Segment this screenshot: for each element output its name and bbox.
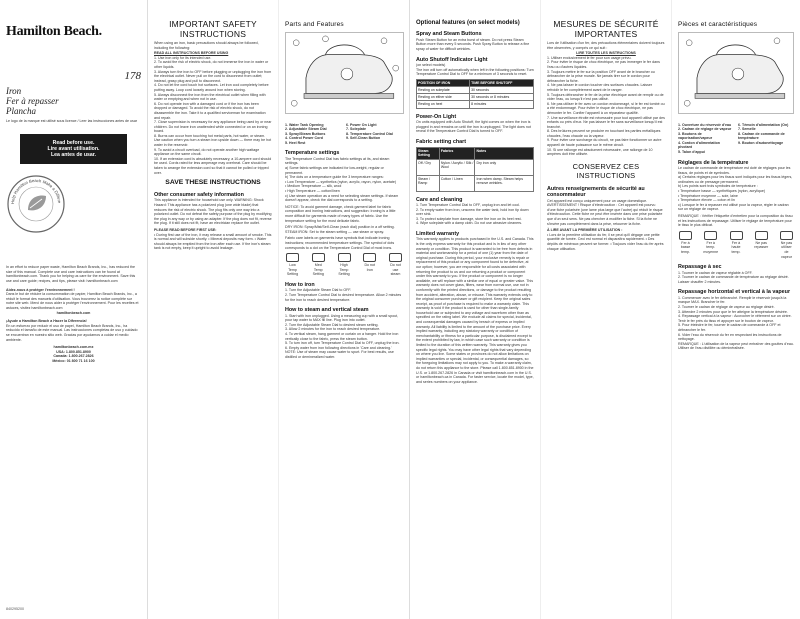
safety-item-fr: 3. Toujours mettre le fer sur la position OFF avant de le brancher ou débrancher de la prise murale. Ne jamais tirer sur le cordon pour débrancher la fiche. [547,69,655,83]
temp-item: • Low Temperature — synthetics (nylon, acrylic, rayon, nylon, acetate) [285,179,397,184]
table-cell: Steam / Ramp [417,175,440,191]
care-item: 3. To protect soleplate from damage, store the iron on its heel rest. [416,216,522,221]
parts-column-fr [672,0,800,619]
first-use-fr: À LIRE AVANT LA PREMIÈRE UTILISATION : [547,228,623,233]
safety-title-fr: MESURES DE SÉCURITÉ IMPORTANTES [553,19,659,39]
temp-item: c) Use steam operation as a need for selecting steam settings. If steam doesn't appear, check the dial corresponds to a setting. [285,193,399,203]
icon-label: Fer à haute temp. [731,240,741,254]
table-cell: Dry iron only [475,159,534,175]
part-item-fr: 1. Ouverture du réservoir d'eau [678,122,732,127]
part-item: 6. Power On Light [346,122,377,127]
spray-text: Push Steam Button for an extra burst of steam. Do not press Steam Button more than every 5 seconds. Push Spray Button to release a fine spray of water for difficult wrinkles. [416,37,530,51]
callout-3 [381,37,387,43]
no-steam-icon [389,253,402,262]
safety-item: 2. To avoid the risk of electric shock, do not immerse the iron in water or other liquids. [154,60,269,69]
low-temp-iron-icon [286,253,299,262]
auto-shutoff-sub: (on select models) [416,63,446,67]
read-before-use-box [20,134,127,165]
icon-label: Fer à basse temp. [680,240,691,254]
dry-ironing-title-fr: Repassage à sec [678,264,722,271]
brand-logo: Hamilton Beach. [6,24,102,39]
temp-item-fr: • Température élevée — coton et lin [678,198,735,203]
iron-handle [716,44,755,54]
fabric-notice-en: NOTICE: To avoid garment damage, check garment label for fabric composition and ironing instructions, and suggestion: Ironing is a little more difficult for garments made of many types of fabric. Use the temperature setting for the most delicate fabric. [285,204,396,223]
keep-instructions-fr: CONSERVEZ CES INSTRUCTIONS [572,161,640,181]
temp-item: b) The dots on a temperature guide the 3 temperature ranges: [285,175,384,180]
icon-label: Med Temp Setting [312,263,324,277]
table-row [417,159,534,175]
temperature-dial [341,68,353,80]
no-steam-icon [780,231,793,240]
icon-label: High Temp Setting [338,263,350,277]
fr-title: Aidez-nous à protéger l'environnement ! [6,287,75,292]
environment-seal [6,174,66,234]
safety-list-en [154,56,272,175]
dry-iron-note: DRY IRON: Spray/Mist/Self-Clean (each dial) position in a off setting. [285,225,395,230]
callout-5 [291,100,297,106]
es-text: En un esfuerzo por reducir el uso de papel, Hamilton Beach Brands, Inc., ha reducido el tamaño de este manual. Las instrucciones completas de uso y cuidado se encuentran en nuestro sitio web. Gracias por ayudarnos a cuidar el medio ambiente. [6,323,138,342]
callout-1 [293,39,299,45]
steam-item-fr: 6. Vider l'eau du réservoir du fer en respectant les instructions de nettoyage. [678,332,782,342]
part-item-fr: 6. Témoin d'alimentation (On) [738,122,789,127]
temp-settings-text-en: The Temperature Control Dial has fabric settings at its, and steam settings. [285,156,390,166]
cover-column [0,0,148,619]
limited-warranty-text: This warranty applies to products purchased in the U.S. and Canada. This is the only express warranty for this product and is in lieu of any other warranty or condition. This product is warranted to be free from defects in material and workmanship for a period of one (1) year from the date of original purchase. During this period, your exclusive remedy is repair or replacement of this product or any component found to be defective, at our option; however, you are responsible for all costs associated with returning the product to us and our returning a product or component under this warranty to you. If the product or component is no longer available, we will replace with a similar one of equal or greater value. This warranty does not cover glass, filters, wear from normal use, use not in conformity with the printed directions, or damage to the product resulting from accident, alteration, abuse, or misuse. This warranty extends only to the original consumer purchaser or gift recipient. Keep the original sales receipt, as proof of purchase is required to make a warranty claim. This warranty is void if the product is used for other than single-family household use or subjected to any voltage and waveform other than as specified on the rating label. We exclude all claims for special, incidental, and consequential damages caused by breach of express or implied warranty. All liability is limited to the amount of the purchase price. Every implied warranty, including any statutory warranty or condition of merchantability or fitness for a particular purpose, is disclaimed except to the extent prohibited by law, in which case such warranty or condition is limited to the duration of this written warranty. This warranty gives you specific legal rights. You may have other legal rights that vary depending on where you live. Some states or provinces do not allow limitations on implied warranties or special, incidental, or consequential damages, so the foregoing limitations may not apply to you. To make a warranty claim, do not return this appliance to the store. Please call 1.800.851.8900 in the U.S. or 1.800.267.2826 in Canada or visit hamiltonbeach.com in the U.S. or hamiltonbeach.ca in Canada. For faster service, locate the model, type, and series numbers on your appliance. [416,237,534,384]
safety-item-fr: 10. Si une rallonge est absolument nécessaire, une rallonge de 10 ampères doit être utilisée. [547,147,653,157]
dry-item-fr: 1. Tourner le cadran de vapeur réglable à OFF. [678,270,753,275]
safety-item-fr: 1. Utiliser exclusivement le fer pour son usage prévu. [547,55,632,60]
table-header: Fabrics [439,148,475,159]
fabric-label-note: Fabric care labels on garments have symbols that indicate ironing instructions; recommended temperature settings. The symbol of dots corresponds to a dot on the Temperature Control Dial of most irons. [285,236,395,250]
high-temp-iron-icon [338,253,351,262]
steam-item-fr: 4. Repassage vertical à la vapeur : Accrocher le vêtement sur un cintre. Tenir le fer près du tissu et appuyer sur le bouton de vapeur. [678,314,792,323]
table-header: Notes [475,148,534,159]
temperature-dial [732,68,744,80]
read-es: Lea antes de usar. [51,152,96,158]
product-name-es: Plancha [6,106,36,116]
other-info-title-fr: Autres renseignements de sécurité au consommateur [547,185,645,199]
steam-item-fr: 5. Pour éteindre le fer, tourner le cadran de commande à OFF et débrancher le fer. [678,323,781,332]
fabric-care-icons-en [285,253,403,277]
fr-text: Dans le but de réduire la consommation de papier, Hamilton Beach Brands, Inc., a réduit le format des manuels d'utilisation. Vous trouverez la notice complète sur notre site web. Merci de nous aider à protéger l'environnement. Pour les recettes et astuces, visitez hamiltonbeach.com [6,292,139,310]
safety-item: 4. Do not let the cord touch hot surfaces. Let iron cool completely before putting away. Loop cord loosely around iron when storing. [154,83,269,92]
icon-label: Fer à temp. moyenne [703,240,719,254]
optional-title: Optional features (on select models) [416,20,520,26]
seal-text: Help Hamilton Beach Make a Differe [9,178,63,205]
steam-item: 5. To turn iron off, turn Temperature Control Dial to OFF, unplug the iron. [285,341,400,346]
callout-5 [684,100,690,106]
no-iron-icon [755,231,768,240]
auto-shutoff-table [416,79,534,109]
part-item: 8. Temperature Control Dial [346,131,393,136]
safety-item-fr: 9. Pour éviter une surcharge du circuit, ne pas faire fonctionner un autre appareil de haute puissance sur le même circuit. [547,138,662,148]
contact-usa: USA: 1.800.851.8900 [56,349,91,354]
table-header: POSITION OF IRON [417,79,470,86]
table-cell: Nylon / Acrylic / Silk / Wool [439,159,475,175]
features-column-en [410,0,541,619]
temp-item-fr: • Température moyenne — soie, laine [678,193,738,198]
safety-item-fr: 5. Toujours débrancher le fer de la prise électrique avant de remplir ou de vider l'eau, ou lorsqu'il n'est pas utilisé. [547,92,664,102]
soleplate [304,93,394,98]
high-temp-iron-icon [730,231,743,240]
parts-list-fr [678,123,794,155]
safety-item: 8. Burns can occur from touching hot metal parts, hot water, or steam. Use caution when you turn a steam iron upside down — there may be hot water in the reservoir. [154,133,272,148]
table-cell: 30 seconds or 8 minutes [470,94,534,101]
spray-title: Spray and Steam Buttons [416,31,482,38]
save-instructions-en: SAVE THESE INSTRUCTIONS [165,179,261,187]
model-number: 178 [124,70,141,82]
no-iron-icon [363,253,376,262]
part-item: 7. Soleplate [346,127,366,132]
contact-list [6,345,141,363]
part-item-fr: 5. Talon d'appui [678,150,705,155]
table-cell: Off / Dry [417,159,440,175]
safety-column-en [148,0,279,619]
safety-item: 9. To avoid a circuit overload, do not operate another high wattage appliance on the same circuit. [154,147,260,157]
table-cell: Iron when damp. Steam helps remove wrinkles. [475,175,534,191]
steam-note: NOTE: Use of steam may cause water to spurt. For best results, use distilled or demineralized water. [285,350,394,359]
callout-4 [393,65,399,71]
table-cell: 30 seconds [470,86,534,93]
parts-title-en: Parts and Features [285,21,344,28]
safety-item: 3. Always turn the iron to OFF before plugging or unplugging the iron from the electrical outlet. Never pull on the cord to disconnect from outlet; instead, grasp plug and pull to disconnect. [154,69,272,83]
part-item-fr: 8. Cadran de commande de température [738,131,785,141]
table-cell: Resting on heel [417,101,470,108]
steam-item-fr: 2. Tourner le cadran de réglage de vapeur au réglage désiré. [678,304,775,309]
callout-3 [774,37,780,43]
temp-settings-title-fr: Réglages de la température [678,159,749,166]
table-header: TIME BEFORE SHUTOFF [470,79,534,86]
steam-item: 1. Start with iron unplugged. Using a measuring cup with a small spout, pour tap water to MAX fill line. Plug iron into outlet. [285,313,399,323]
contact-mexico: México: 01 800 71 16 100 [52,358,95,363]
icon-label: Do not use steam [390,263,401,277]
fabric-notice-fr: REMARQUE : Vérifier l'étiquette d'entretien pour la composition du tissu et les instructions de repassage. Utiliser le réglage de température pour le tissu le plus délicat. [678,214,793,228]
soleplate [695,93,785,98]
safety-item: 10. If an extension cord is absolutely necessary, a 10-ampere cord should be used. Cords rated for less amperage may overheat. Care should be taken to arrange the extension cord so that it cannot be pulled or tripped over. [154,156,272,175]
iron-diagram [285,32,404,114]
temp-item-fr: a) Certains réglages pour les tissus sont indiqués pour les tissus légers, ordinaires ou de pressage permanent. [678,175,793,184]
safety-item-fr: 8. Des brûlures peuvent se produire en touchant les parties métalliques chaudes, l'eau chaude ou la vapeur. [547,129,661,138]
steam-item: 4. To vertical steam, hang garment or curtain on a hanger. Hold the iron vertically close to the fabric, press the steam button. [285,331,399,341]
part-item: 1. Water Tank Opening [285,122,324,127]
safety-column-fr [541,0,672,619]
care-item: 2. To empty water from iron, unscrew the water tank, hold iron tip down over sink. [416,207,529,217]
temp-item: a) Some fabric settings are indicated for low-weight, regular or permanent. [285,166,384,175]
part-item-fr: 3. Boutons de vaporisation/vapeur [678,131,713,141]
parts-title-fr: Pièces et caractéristiques [678,21,758,28]
temp-item: • High Temperature — cotton/linen [285,189,340,194]
table-header: Steam Setting [417,148,440,159]
icon-label: Low Temp Setting [286,263,299,277]
low-temp-iron-icon [679,231,692,240]
es-title: ¡Ayude a Hamilton Beach a Hacer la Diferencia! [6,319,87,324]
contact-canada: Canada: 1.800.267.2826 [53,354,94,359]
temp-settings-title-en: Temperature settings [285,150,340,157]
iron-handle [325,44,364,54]
table-row [417,86,534,93]
limited-warranty-title: Limited warranty [416,230,460,237]
table-row [417,175,534,191]
steam-title-fr: Repassage horizontal et vertical à la vapeur [678,289,791,296]
iron-diagram-fr [678,32,794,114]
steam-note-fr: REMARQUE : L'utilisation de la vapeur peut entraîner des gouttes d'eau. Utiliser de l'eau distillée ou déminéralisée. [678,341,794,351]
product-note: Le logo de la marque est utilisé sous licence / Leer las instrucciones antes de usar [6,119,138,123]
steam-item: 6. Empty water from iron following directions in 'Care and cleaning.' [285,345,392,350]
safety-item-fr: 6. Ne pas utiliser le fer avec un cordon endommagé, si le fer est tombé ou a été endommagé. Pour éviter le risque de choc électrique, ne pas démonter le fer. Confier l'appareil à un réparateur qualifié. [547,101,665,115]
temp-settings-text-fr: Le cadran de commande de température est doté de réglages pour les tissus, de points et de symboles. [678,166,791,175]
temp-item: • Medium Temperature — silk, wool [285,184,342,189]
table-cell: Resting on either side [417,94,470,101]
temp-item-fr: • Température basse — synthétiques (nylon, acrylique) [678,189,766,194]
web-link[interactable]: hamiltonbeach.com [56,310,91,315]
icon-label: Ne pas utiliser de vapeur [780,240,793,259]
other-info-text-en: This appliance is intended for household use only. WARNING: Shock Hazard: This appliance has a polarized plug (one wide blade) that reduces the risk of electric shock. The plug fits only one way into a polarized outlet. Do not defeat the safety purpose of the plug by modifying the plug in any way or by using an adapter. If the plug does not fit, reverse the plug. If it still does not fit, have an electrician replace the outlet. [154,198,272,226]
read-all-en: READ ALL INSTRUCTIONS BEFORE USING [154,51,229,56]
temp-item-fr: b) Les points sont trois symboles de température : [678,184,758,189]
callout-2 [323,35,329,41]
fabric-care-icons-fr [678,231,794,259]
safety-item: 1. Use iron only for its intended use. [154,55,212,60]
safety-item-fr: 7. Une surveillance étroite est nécessaire pour tout appareil utilisé par des enfants ou près d'eux. Ne pas laisser le fer sans surveillance lorsqu'il est branché. [547,115,665,129]
read-en: Read before use. [52,139,95,146]
steam-iron-note: STEAM IRON: Set to the steam setting — use steam or spray. [285,229,384,234]
howto-item: 1. Turn the Adjustable Steam Dial to OFF. [285,288,352,293]
read-fr: Lire avant utilisation. [47,145,100,152]
table-row [417,101,534,108]
power-on-text: On units equipped with Auto Shutoff, the light comes on when the iron is plugged in and remains on until the iron is unplugged. The light does not reveal if the Temperature Control Dial is turned to OFF. [416,120,531,134]
power-on-title: Power-On Light [416,113,457,120]
safety-item: 5. Always disconnect the iron from the electrical outlet when filling with water or emptying and when not in use. [154,92,266,102]
steam-item: 2. Turn the Adjustable Steam Dial to desired steam setting. [285,322,379,327]
product-name-fr: Fer à repasser [6,96,59,106]
part-item-fr: 9. Bouton d'autonettoyage [738,140,784,145]
safety-item: 6. Do not operate iron with a damaged cord or if the iron has been dropped or damaged. To avoid the risk of electric shock, do not disassemble the iron. Take it to a qualified serviceman for examination and repair. [154,101,266,120]
part-item: 2. Adjustable Steam Dial [285,127,327,132]
auto-shutoff-text: The iron will turn off automatically when left in the following positions: Turn Temperature Control Dial to OFF for a minimum of 3 seconds to reset. [416,67,534,77]
product-name-en: Iron [6,86,22,96]
icon-label: Ne pas repasser [754,240,769,250]
document-code: 840295200 [6,607,24,611]
safety-intro-fr: Lors de l'utilisation d'un fer, des précautions élémentaires doivent toujours être observées, y compris ce qui suit : [547,41,665,50]
please-read-en: PLEASE READ BEFORE FIRST USE: [154,227,217,232]
intro-en: In an effort to reduce paper waste, Hamilton Beach Brands, Inc., has reduced the size of this manual. Complete use and care instructions can be found at hamiltonbeach.com. Thank you for helping us care for the environment. Save this use and care guide; recipes, and tips, please visit: hamiltonbeach.com [6,265,136,283]
safety-item-fr: 2. Pour éviter le risque de choc électrique, ne pas immerger le fer dans l'eau ou d'autres liquides. [547,60,660,69]
steam-item-fr: 3. Attendre 2 minutes pour que le fer atteigne la température désirée. [678,309,788,314]
med-temp-iron-icon [312,253,325,262]
safety-item: 7. Close supervision is necessary for any appliance being used by or near children. Do not leave iron unattended while connected or on an ironing board. [154,120,272,134]
parts-column-en [279,0,410,619]
contact-web-mx[interactable]: hamiltonbeach.com.mx [53,345,94,350]
other-info-text-fr: Cet appareil est conçu uniquement pour un usage domestique. AVERTISSEMENT ! Risque d'électrocution : Cet appareil est pourvu d'une fiche polarisée (une lame plus large que l'autre) qui réduit le risque d'électrocution. Cette fiche ne peut être insérée dans une prise polarisée que d'un seul sens. Ne pas chercher à modifier la fiche. Si la fiche ne s'insère pas complètement dans la prise, retourner la fiche. [547,198,663,226]
care-title: Care and cleaning [416,196,463,203]
steam-title: How to steam and vertical steam [285,307,369,314]
dry-item-fr: 2. Tourner le cadran de commande de température au réglage désiré. Laisser chauffer 2 minutes. [678,275,789,284]
callout-1 [686,39,692,45]
care-item: 1. Turn Temperature Control Dial to OFF, unplug iron and let cool. [416,203,521,207]
fabric-chart-table [416,147,534,191]
icon-label: Do not Iron [364,263,376,272]
read-all-fr: LIRE TOUTES LES INSTRUCTIONS [576,51,636,56]
table-row [417,94,534,101]
temp-item-fr: c) Lorsque le fer à repasser est utilisé pour la vapeur, régler le cadran sur un réglage de vapeur. [678,202,789,212]
table-cell: 8 minutes [470,101,534,108]
part-item-fr: 7. Semelle [738,127,756,132]
part-item: 4. Control Power Cord [285,136,323,141]
table-cell: Cotton / Linen [439,175,475,191]
steam-item-fr: 1. Commencer avec le fer débranché. Remplir le réservoir jusqu'à la marque MAX. Brancher le fer. [678,295,787,305]
safety-intro-en: When using an iron, basic precautions should always be followed, including the following: [154,41,259,50]
part-item-fr: 4. Cordon d'alimentation pivotant [678,140,720,150]
med-temp-iron-icon [704,231,717,240]
please-read-text-en: • During first use of the iron, it may release a small amount of smoke. This is normal and will subside shortly. • Mineral deposits may form. • Water should always be emptied from the iron after each use. If the iron's steam tank is not empty, keep it upright to avoid leakage. [154,232,272,251]
table-cell: Resting on soleplate [417,86,470,93]
parts-list-en [285,123,403,146]
steam-item: 3. Allow 2 minutes for the iron to reach desired temperature. [285,327,381,332]
auto-shutoff-title: Auto Shutoff Indicator Light [416,56,488,63]
part-item: 9. Self-Clean Button [346,136,381,141]
part-item: 3. Spray/Steam Buttons [285,131,326,136]
care-item: 4. Wipe soleplate with a damp cloth. Do not use abrasive cleaners. [416,221,523,226]
safety-item-fr: 4. Ne pas laisser le cordon toucher des surfaces chaudes. Laisser refroidir le fer complètement avant de le ranger. [547,83,653,92]
part-item-fr: 2. Cadran de réglage de vapeur [678,127,732,132]
safety-title-en: IMPORTANT SAFETY INSTRUCTIONS [169,19,257,39]
part-item: 5. Heel Rest [285,140,306,145]
fabric-chart-title: Fabric setting chart [416,138,467,145]
how-to-iron-title: How to iron [285,281,315,288]
first-use-text-fr: • Lors de la première utilisation du fer, il se peut qu'il dégage une petite quantité de fumée. Ceci est normal et disparaîtra rapidement. • Des dépôts de minéraux peuvent se former. • Toujours vider l'eau du fer après chaque utilisation. [547,232,664,251]
howto-item: 2. Turn Temperature Control Dial to desired temperature. Allow 2 minutes for the iron to reach desired temperature. [285,292,402,302]
other-info-title-en: Other consumer safety information [154,192,244,199]
